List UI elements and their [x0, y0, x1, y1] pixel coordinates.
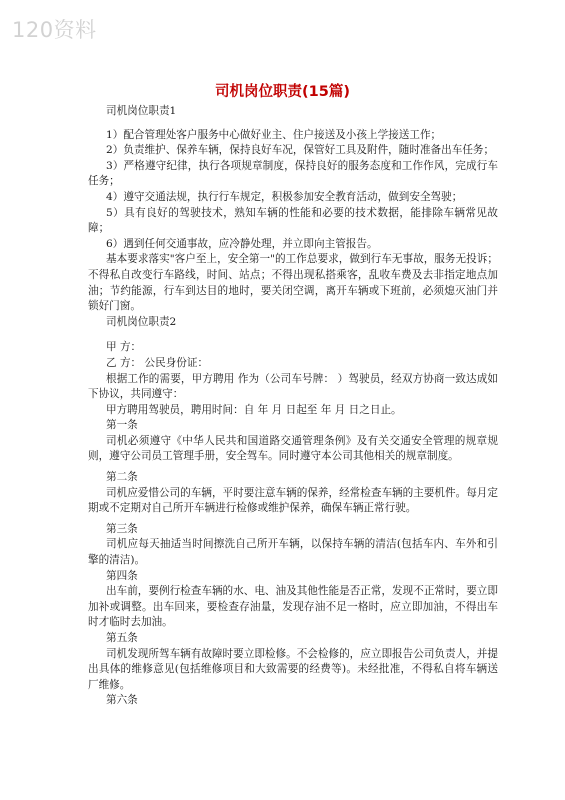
- document-body: [88, 104, 498, 709]
- agreement-intro: 根据工作的需要，甲方聘用 作为（公司车号牌： ）驾驶员，经双方协商一致达成如下协议，共同遵守：: [88, 372, 498, 401]
- article-3-heading: 第三条: [106, 522, 138, 535]
- article-5-text: 司机发现所驾车辆有故障时要立即检修。不会检修的，应立即报告公司负责人，并提出具体的维修意见(包括维修项目和大致需要的经费等)。未经批准，不得私自将车辆送厂维修。: [88, 647, 498, 691]
- article-4-heading: 第四条: [106, 569, 138, 582]
- article-6-heading: 第六条: [106, 694, 138, 707]
- section-heading-2: 司机岗位职责2: [106, 315, 177, 328]
- party-b: 乙 方： 公民身份证：: [106, 356, 209, 369]
- duty-item-5: 5）具有良好的驾驶技术，熟知车辆的性能和必要的技术数据，能排除车辆常见故障；: [88, 206, 498, 235]
- section-heading-1: 司机岗位职责1: [106, 105, 177, 117]
- duty-item-1: 1）配合管理处客户服务中心做好业主、住户接送及小孩上学接送工作；: [106, 128, 442, 141]
- article-3-text: 司机应每天抽适当时间擦洗自己所开车辆，以保持车辆的清洁(包括车内、车外和引擎的清洁)。: [88, 538, 498, 567]
- document-title: 司机岗位职责(15篇): [215, 84, 350, 100]
- basic-requirements: 基本要求落实"客户至上，安全第一"的工作总要求，做到行车无事故，服务无投诉；不得私自改变行车路线，时间、站点；不得出现私搭乘客，乱收车费及去非指定地点加油；节约能源，行车到达目的地时，要关闭空调，离开车辆或下班前，必须熄灭油门并锁好门窗。: [88, 253, 498, 313]
- watermark: 120资料: [12, 18, 97, 42]
- article-1-text: 司机必须遵守《中华人民共和国道路交通管理条例》及有关交通安全管理的规章规则，遵守公司员工管理手册，安全驾车。同时遵守本公司其他相关的规章制度。: [88, 434, 498, 463]
- duty-item-6: 6）遇到任何交通事故，应冷静处理，并立即向主管报告。: [106, 237, 378, 250]
- duty-item-3: 3）严格遵守纪律，执行各项规章制度，保持良好的服务态度和工作作风，完成行车任务；: [88, 159, 498, 188]
- article-1-heading: 第一条: [106, 419, 138, 432]
- duty-item-4: 4）遵守交通法规，执行行车规定，积极参加安全教育活动，做到安全驾驶；: [106, 190, 463, 203]
- employment-period: 甲方聘用驾驶员，聘用时间：自 年 月 日起至 年 月 日之日止。: [106, 403, 402, 416]
- article-2-heading: 第二条: [106, 471, 138, 484]
- party-a: 甲 方：: [106, 341, 142, 354]
- duty-item-2: 2）负责维护、保养车辆，保持良好车况，保管好工具及附件，随时准备出车任务；: [106, 144, 495, 157]
- article-5-heading: 第五条: [106, 632, 138, 644]
- article-2-text: 司机应爱惜公司的车辆，平时要注意车辆的保养，经常检查车辆的主要机件。每月定期或不定期对自己所开车辆进行检修或维护保养，确保车辆正常行驶。: [88, 486, 498, 515]
- article-4-text: 出车前，要例行检查车辆的水、电、油及其他性能是否正常，发现不正常时，要立即加补或调整。出车回来，要检查存油量，发现存油不足一格时，应立即加油，不得出车时才临时去加油。: [88, 585, 498, 629]
